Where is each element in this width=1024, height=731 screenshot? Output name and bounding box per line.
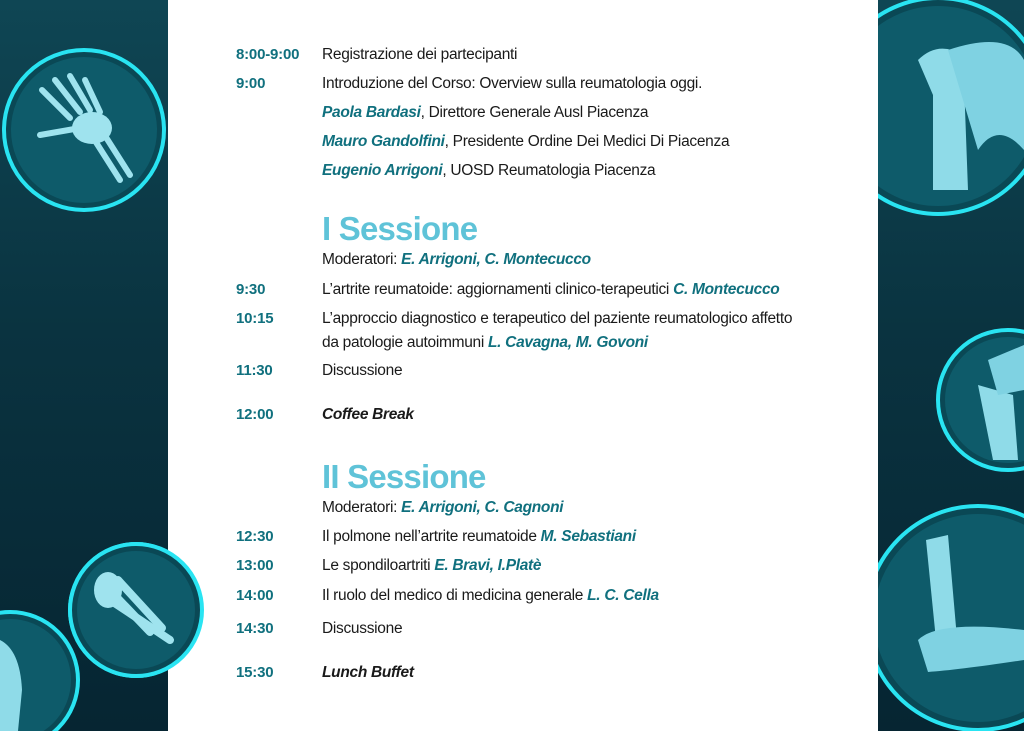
speaker-role: , UOSD Reumatologia Piacenza	[442, 162, 656, 179]
talk-title: Le spondiloartriti	[322, 557, 435, 574]
agenda-text	[322, 554, 541, 578]
agenda-text-continued	[322, 331, 648, 355]
agenda-text	[322, 525, 636, 549]
speaker-role: , Presidente Ordine Dei Medici Di Piacenza	[444, 133, 730, 150]
moderators-line	[322, 496, 563, 520]
intro-speaker	[322, 130, 729, 154]
agenda-text: Introduzione del Corso: Overview sulla reumatologia oggi.	[322, 75, 703, 92]
moderators-label: Moderatori:	[322, 499, 402, 516]
time-label: 11:30	[236, 362, 273, 379]
speaker-name: Eugenio Arrigoni	[322, 162, 443, 179]
speaker-name: L. Cavagna, M. Govoni	[488, 334, 648, 351]
speaker-name: E. Bravi, I.Platè	[434, 557, 542, 574]
moderators-names: E. Arrigoni, C. Montecucco	[401, 251, 591, 268]
time-label: 15:30	[236, 664, 274, 681]
agenda-text: L’approccio diagnostico e terapeutico del paziente reumatologico affetto	[322, 310, 793, 327]
moderators-line	[322, 248, 591, 272]
speaker-name: C. Montecucco	[673, 281, 780, 298]
time-label: 14:00	[236, 587, 274, 604]
time-label: 12:00	[236, 406, 274, 423]
moderators-label: Moderatori:	[322, 251, 402, 268]
time-label: 14:30	[236, 620, 274, 637]
moderators-names: E. Arrigoni, C. Cagnoni	[401, 499, 564, 516]
time-label: 10:15	[236, 310, 274, 327]
agenda-text: Registrazione dei partecipanti	[322, 46, 518, 63]
session-title: I Sessione	[322, 210, 478, 247]
time-label: 9:30	[236, 281, 266, 298]
speaker-role: , Direttore Generale Ausl Piacenza	[420, 104, 649, 121]
speaker-name: M. Sebastiani	[540, 528, 636, 545]
time-label: 9:00	[236, 75, 266, 92]
agenda-text	[322, 278, 779, 302]
speaker-name: Mauro Gandolfini	[322, 133, 445, 150]
session-title: II Sessione	[322, 458, 486, 495]
talk-title: Il ruolo del medico di medicina generale	[322, 587, 588, 604]
agenda-text	[322, 584, 659, 608]
speaker-name: Paola Bardasi	[322, 104, 421, 121]
speaker-name: L. C. Cella	[587, 587, 659, 604]
intro-speaker	[322, 159, 655, 183]
intro-speaker	[322, 101, 648, 125]
talk-title: Il polmone nell’artrite reumatoide	[322, 528, 541, 545]
talk-title: da patologie autoimmuni	[322, 334, 488, 351]
agenda-text: Discussione	[322, 362, 403, 379]
break-label: Coffee Break	[322, 406, 414, 423]
time-label: 8:00-9:00	[236, 46, 300, 63]
break-label: Lunch Buffet	[322, 664, 414, 681]
time-label: 13:00	[236, 557, 274, 574]
talk-title: L’artrite reumatoide: aggiornamenti clinico-terapeutici	[322, 281, 674, 298]
time-label: 12:30	[236, 528, 274, 545]
agenda-text: Discussione	[322, 620, 403, 637]
